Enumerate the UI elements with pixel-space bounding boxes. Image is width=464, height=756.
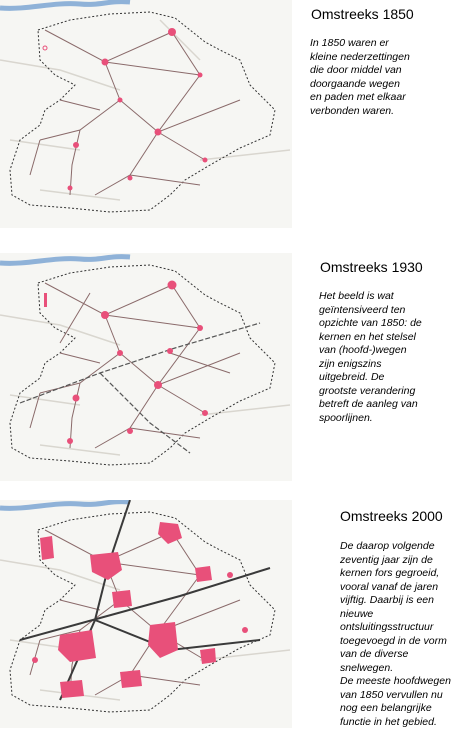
panel-title: Omstreeks 1850	[311, 6, 414, 22]
panel-title: Omstreeks 2000	[340, 508, 443, 524]
panel-title: Omstreeks 1930	[320, 259, 423, 275]
panel-description: In 1850 waren er kleine nederzettingen die door middel van doorgaande wegen en paden met elkaar verbonden waren.	[310, 37, 410, 117]
panel-description: De daarop volgende zeventig jaar zijn de kernen fors gegroeid, vooral vanaf de jaren vijftig. Daarbij is een nieuwe ontsluitingsstructuur toegevoegd in de vorm van de diverse snelwegen. De meeste hoofdwegen van 1850 vervullen nu nog een belangrijke functie in het gebied.	[340, 540, 451, 728]
panel-description: Het beeld is wat geïntensiveerd ten opzichte van 1850: de kernen en het stelsel van (hoofd-)wegen zijn enigszins uitgebreid. De grootste verandering betreft de aanleg van spoorlijnen.	[319, 290, 422, 424]
map-2000	[0, 500, 292, 728]
map-1850	[0, 0, 292, 228]
map-1930	[0, 253, 292, 481]
